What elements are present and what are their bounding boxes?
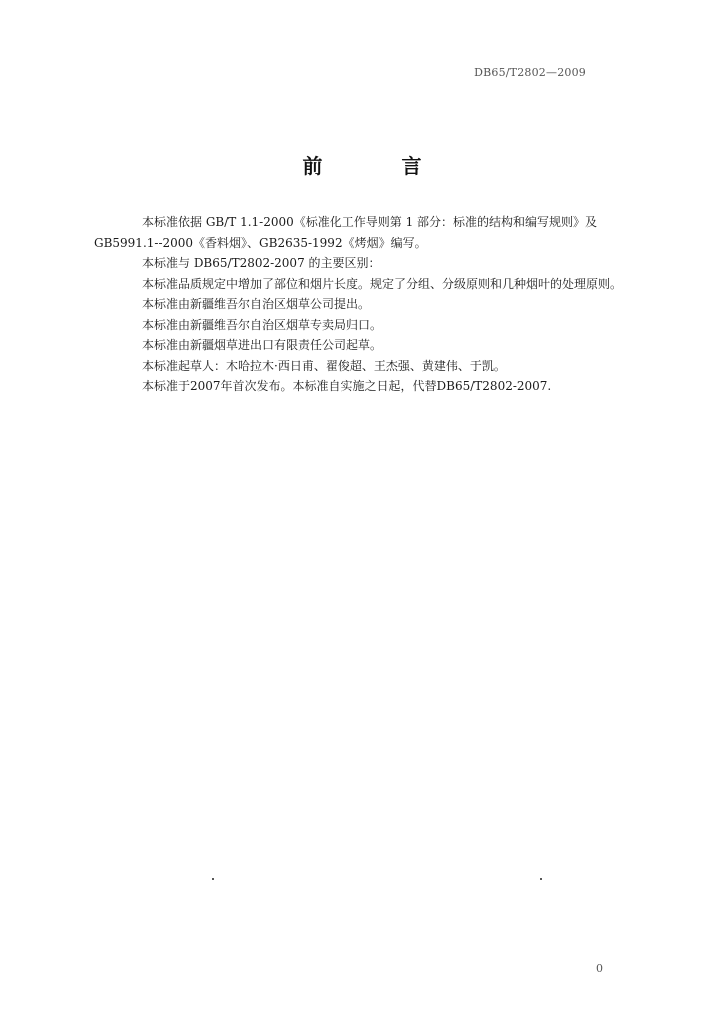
page-number: 0 [596,962,603,975]
scan-speck [212,878,214,880]
paragraph-6: 本标准由新疆烟草进出口有限责任公司起草。 [142,338,383,352]
document-body [94,212,638,397]
paragraph-3: 本标准品质规定中增加了部位和烟片长度。规定了分组、分级原则和几种烟叶的处理原则。 [142,276,623,291]
paragraph-8: 本标准于2007年首次发布。本标准自实施之日起，代替DB65/T2802-2007. [142,379,552,393]
scan-speck [540,878,542,880]
page-title: 前 言 [302,154,458,178]
paragraph-4: 本标准由新疆维吾尔自治区烟草公司提出。 [142,297,371,311]
paragraph-1: 本标准依据 GB/T 1.1-2000《标准化工作导则第 1 部分：标准的结构和编写规则》及GB5991.1--2000《香料烟》、GB2635-1992《烤烟》编写。 [94,215,598,250]
paragraph-7: 本标准起草人：木哈拉木·西日甫、翟俊超、王杰强、黄建伟、于凯。 [142,358,506,373]
paragraph-2: 本标准与 DB65/T2802-2007 的主要区别： [142,256,381,270]
paragraph-5: 本标准由新疆维吾尔自治区烟草专卖局归口。 [142,317,383,332]
standard-code: DB65/T2802—2009 [474,66,586,79]
